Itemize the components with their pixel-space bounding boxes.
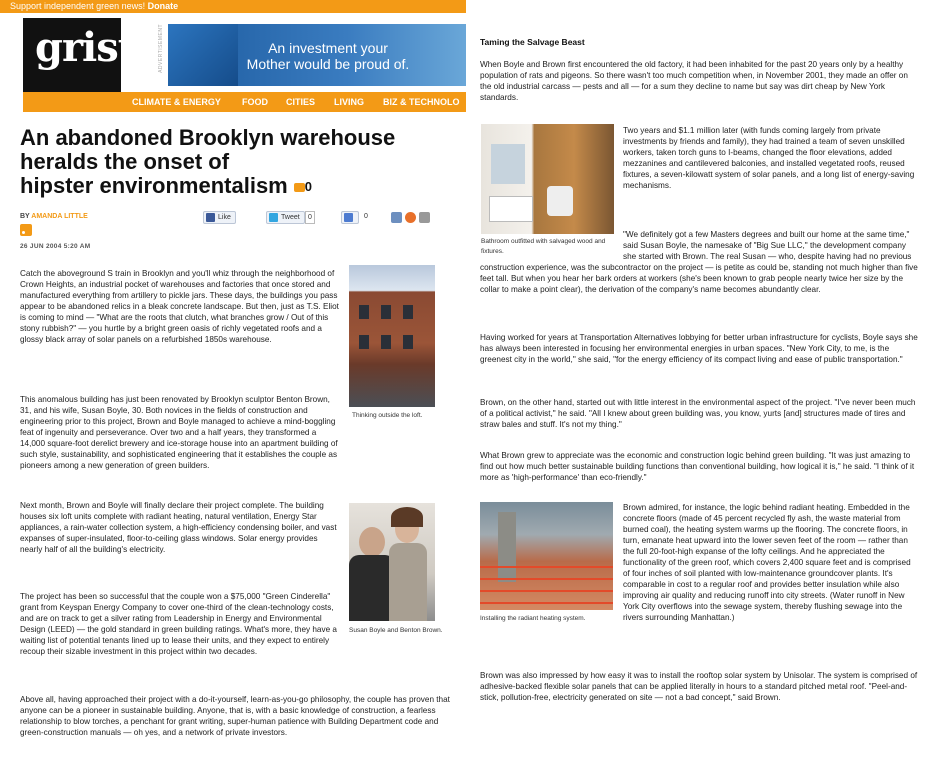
share-icon[interactable] [391,212,402,223]
comment-icon[interactable] [294,183,305,192]
nav-food[interactable]: FOOD [242,97,268,107]
ad-line-1: An investment your [268,40,388,56]
article-paragraph: Brown, on the other hand, started out with little interest in the environmental aspect of the project. "I've never been much of a political activist," he said. "All I knew about green building was, you know, yurts [and] structures made of tires and straw bales and stuff. It's not my thing." [480,398,916,429]
like-label: Like [218,214,231,221]
heating-caption: Installing the radiant heating system. [480,615,586,622]
article-headline [20,126,460,199]
donate-bar [0,0,466,13]
donate-link[interactable]: Donate [147,1,179,11]
bathroom-caption: Bathroom outfitted with salvaged wood and fixtures. [481,238,606,255]
google-plus-button[interactable] [341,211,359,224]
article-paragraph: Above all, having approached their project with a do-it-yourself, learn-as-you-go philosophy, the couple has proven that anyone can be a pioneer in sustainable building. Anyone, that is, with a basic knowledge of construction, a fearless relationship to blow torches, a penchant for grant writing, super-human patience with Building Department code and green-construction manuals — oh yes, and a network of private investors. [20,695,450,737]
couple-photo [349,503,435,621]
nav-cities[interactable]: CITIES [286,97,316,107]
right-page [480,0,920,765]
author-link[interactable]: AMANDA LITTLE [31,213,88,220]
article-paragraph [480,229,918,295]
tweet-button[interactable] [266,211,305,224]
article-paragraph [480,502,918,630]
facebook-like-button[interactable] [203,211,236,224]
addthis-icon[interactable] [405,212,416,223]
section-heading: Taming the Salvage Beast [480,37,585,47]
article-paragraph: What Brown grew to appreciate was the economic and construction logic behind green building. "It was just amazing to find out how much better sustainable building functions than conventional building, how logical it is," he said. "I think of it more as 'high-performance' than eco-friendly." [480,451,915,482]
ad-label: ADVERTISEMENT [158,24,164,73]
logo-wordmark: grist [35,24,136,71]
ad-text [228,40,428,72]
paragraph-text: "We definitely got a few Masters degrees and built our home at the same time," said Susan Boyle, the namesake of "Big Sue LLC," the development company she started with Brown. The real Susan — who, despite having had no previous construction experience, was the subcontractor on the project — is petite as could be, standing not much higher than five feet tall. But when you hear her bark orders at workers (she's been known to grab people nearly twice her size by the collar to make a point clear), the derivation of the company's name becomes abundantly clear. [480,230,918,294]
article-paragraph: Brown was also impressed by how easy it was to install the rooftop solar system by Unisolar. The system is comprised of adhesive-backed flexible solar panels that can be applied literally in hours to a standard pitched metal roof. "Peel-and-stick, pollution-free, electricity generated on site — not a bad concept," said Brown. [480,671,918,702]
heating-paragraph-text: Brown admired, for instance, the logic behind radiant heating. Embedded in the concrete floors (made of 45 percent recycled fly ash, the waste material from burned coal), the heating system warms up the flooring. The concrete floors, in turn, emanate heat upward into the lower seven feet of the room — rather than the full 20-foot-high expanse of the lofty ceilings. And he appreciated the functionality of the green roof, which covers 2,400 square feet and is comprised of four inches of soil planted with low-maintenance groundcover plants. It's comparable in cost to a regular roof and provides better insulation while also improving air quality and reducing runoff into city streets. (Water runoff in New York City overflows into the sewage system, thereby flushing sewage into the rivers surrounding Manhattan.) [623,503,911,622]
couple-caption: Susan Boyle and Benton Brown. [349,627,443,634]
photo-spacer [480,229,623,262]
main-nav [23,92,466,112]
photo-spacer [480,502,623,630]
headline-line-1: An abandoned Brooklyn warehouse [20,125,396,150]
tweet-count: 0 [305,211,315,224]
article-paragraph: This anomalous building has just been renovated by Brooklyn sculptor Benton Brown, 31, and his wife, Susan Boyle, 30. Both novices in the fields of construction and engineering prior to this project, Brown and Boyle managed to achieve a mind-boggling feat of ingenuity and perseverance. Over two and a half years, they transformed a 14,000 square-foot derelict brewery and ice-storage house into an apartment building of such style, sustainability, and sophisticated engineering that it establishes the couple as pioneers among a new generation of green builders. [20,395,338,470]
comment-count[interactable]: 0 [304,179,312,195]
warehouse-photo [349,265,435,407]
article-paragraph: Having worked for years at Transportation Alternatives lobbying for better urban infrastructure for cyclists, Boyle says she has always been interested in focusing her environmental energies in urban spaces. "New York City, to me, is the greenest city in the world," she said, "for the energy efficiency of its compact living and ease of public transportation." [480,333,918,364]
donate-message: Support independent green news! [10,1,146,11]
headline-line-3: hipster environmentalism [20,173,288,198]
publish-date: 26 JUN 2004 5:20 AM [20,243,91,250]
nav-biz-technology[interactable]: BIZ & TECHNOLO [383,97,460,107]
ad-banner[interactable] [168,24,466,86]
nav-climate-energy[interactable]: CLIMATE & ENERGY [132,97,221,107]
rss-icon[interactable] [20,224,32,236]
plus-count: 0 [364,213,368,220]
headline-line-2: heralds the onset of [20,149,230,174]
building-caption: Thinking outside the loft. [352,412,423,419]
byline [20,213,88,220]
facebook-icon [206,213,215,222]
article-paragraph: The project has been so successful that the couple won a $75,000 "Green Cinderella" grant from Keyspan Energy Company to cover one-third of the clean-technology costs, and are on track to get a silver rating from Leadership in Energy and Environmental Design (LEED) — the gold standard in green building ratings. What's more, they have a waiting list of potential tenants lined up to lease their units, and they expect to entirely recoup their sizable investment in this project within two decades. [20,592,337,656]
bathroom-photo [481,124,614,234]
plus-one-icon [344,213,353,222]
article-paragraph: Next month, Brown and Boyle will finally declare their project complete. The building houses six loft units complete with radiant heating, natural ventilation, Energy Star appliances, a rain-water collection system, a high-efficiency condensing boiler, and vast expanses of super-insulated, floor-to-ceiling glass windows. Solar energy provides nearly half of all the building's electricity. [20,501,337,554]
article-paragraph: Catch the aboveground S train in Brooklyn and you'll whiz through the neighborhood of Crown Heights, an industrial pocket of warehouses and factories that once stored and manufactured everything from artillery to pickle jars. These days, the buildings you pass appear to be abandoned relics in a bleak concrete landscape. But then, just as T.S. Eliot is coming to mind — "What are the roots that clutch, what branches grow / Out of this stony rubbish?" — you hurtle by a bright green oasis of richly vegetated roofs and a glossy black array of solar panels on a refurbished 1850s warehouse. [20,269,339,344]
nav-living[interactable]: LIVING [334,97,365,107]
ad-line-2: Mother would be proud of. [246,56,410,72]
twitter-bird-icon [269,213,278,222]
article-paragraph: When Boyle and Brown first encountered the old factory, it had been inhabited for the past 20 years only by a healthy population of rats and pigeons. So there wasn't too much competition when, in November 2001, they made an offer on the old industrial carcass — pests and all — for a sum they decline to name but say was dirt cheap by New York standards. [480,60,908,102]
tweet-label: Tweet [281,214,300,221]
byline-prefix: BY [20,213,30,220]
email-icon[interactable] [419,212,430,223]
article-paragraph: Two years and $1.1 million later (with funds coming largely from private investments by friends and family), they had trained a team of seven unskilled workers, taken torch guns to I-beams, changed the floor elevations, added mezzanines and cantilevered balconies, and installed vegetated roofs, reused fixtures, a seven-kilowatt system of solar panels, and a long list of energy-saving mechanisms. [623,126,915,190]
